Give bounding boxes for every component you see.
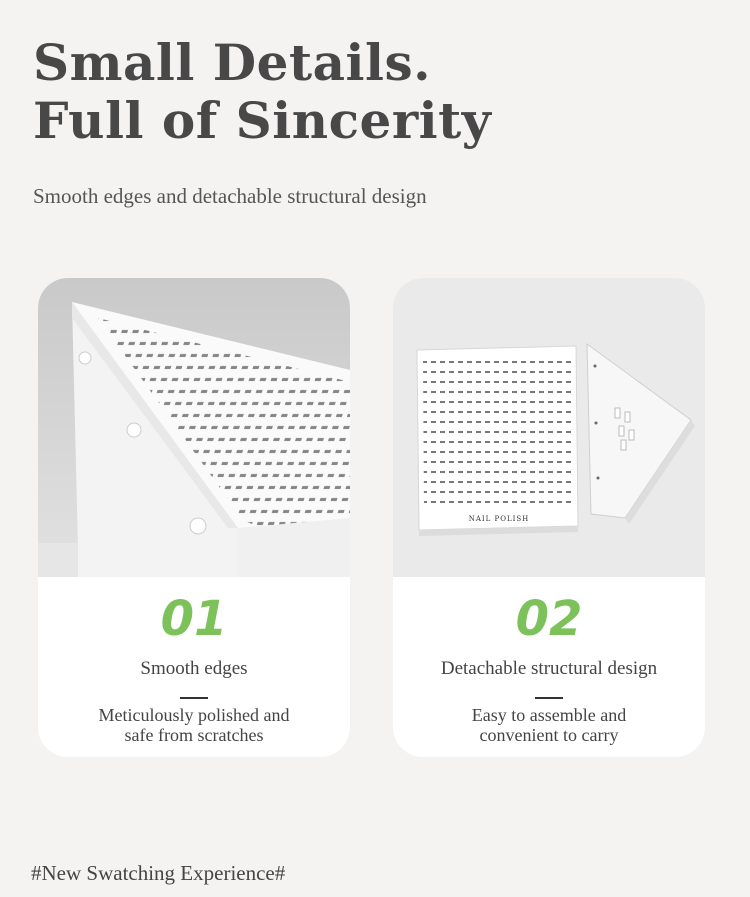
- headline-line-1: Small Details.: [33, 33, 432, 92]
- feature-title: Smooth edges: [140, 658, 248, 679]
- feature-description-line-1: Easy to assemble and: [471, 705, 627, 725]
- divider: [535, 697, 563, 699]
- feature-description: [58, 705, 330, 745]
- feature-card-smooth-edges: [38, 278, 350, 757]
- feature-title: Detachable structural design: [440, 658, 658, 679]
- feature-description-line-2: safe from scratches: [124, 725, 264, 745]
- divider: [180, 697, 208, 699]
- feature-number: 02: [515, 591, 583, 647]
- product-photo-detachable-design: [393, 278, 705, 577]
- headline: [33, 34, 491, 150]
- headline-line-2: Full of Sincerity: [33, 91, 492, 150]
- feature-description: [413, 705, 685, 745]
- product-photo-smooth-edges: [38, 278, 350, 577]
- nail-polish-label: NAIL POLISH: [468, 515, 530, 523]
- feature-description-line-1: Meticulously polished and: [98, 705, 290, 725]
- feature-number: 01: [160, 591, 228, 647]
- feature-description-line-2: convenient to carry: [479, 725, 619, 745]
- feature-card-detachable-design: [393, 278, 705, 757]
- footer-hashtag: #New Swatching Experience#: [31, 861, 286, 885]
- subheadline: Smooth edges and detachable structural design: [33, 184, 427, 208]
